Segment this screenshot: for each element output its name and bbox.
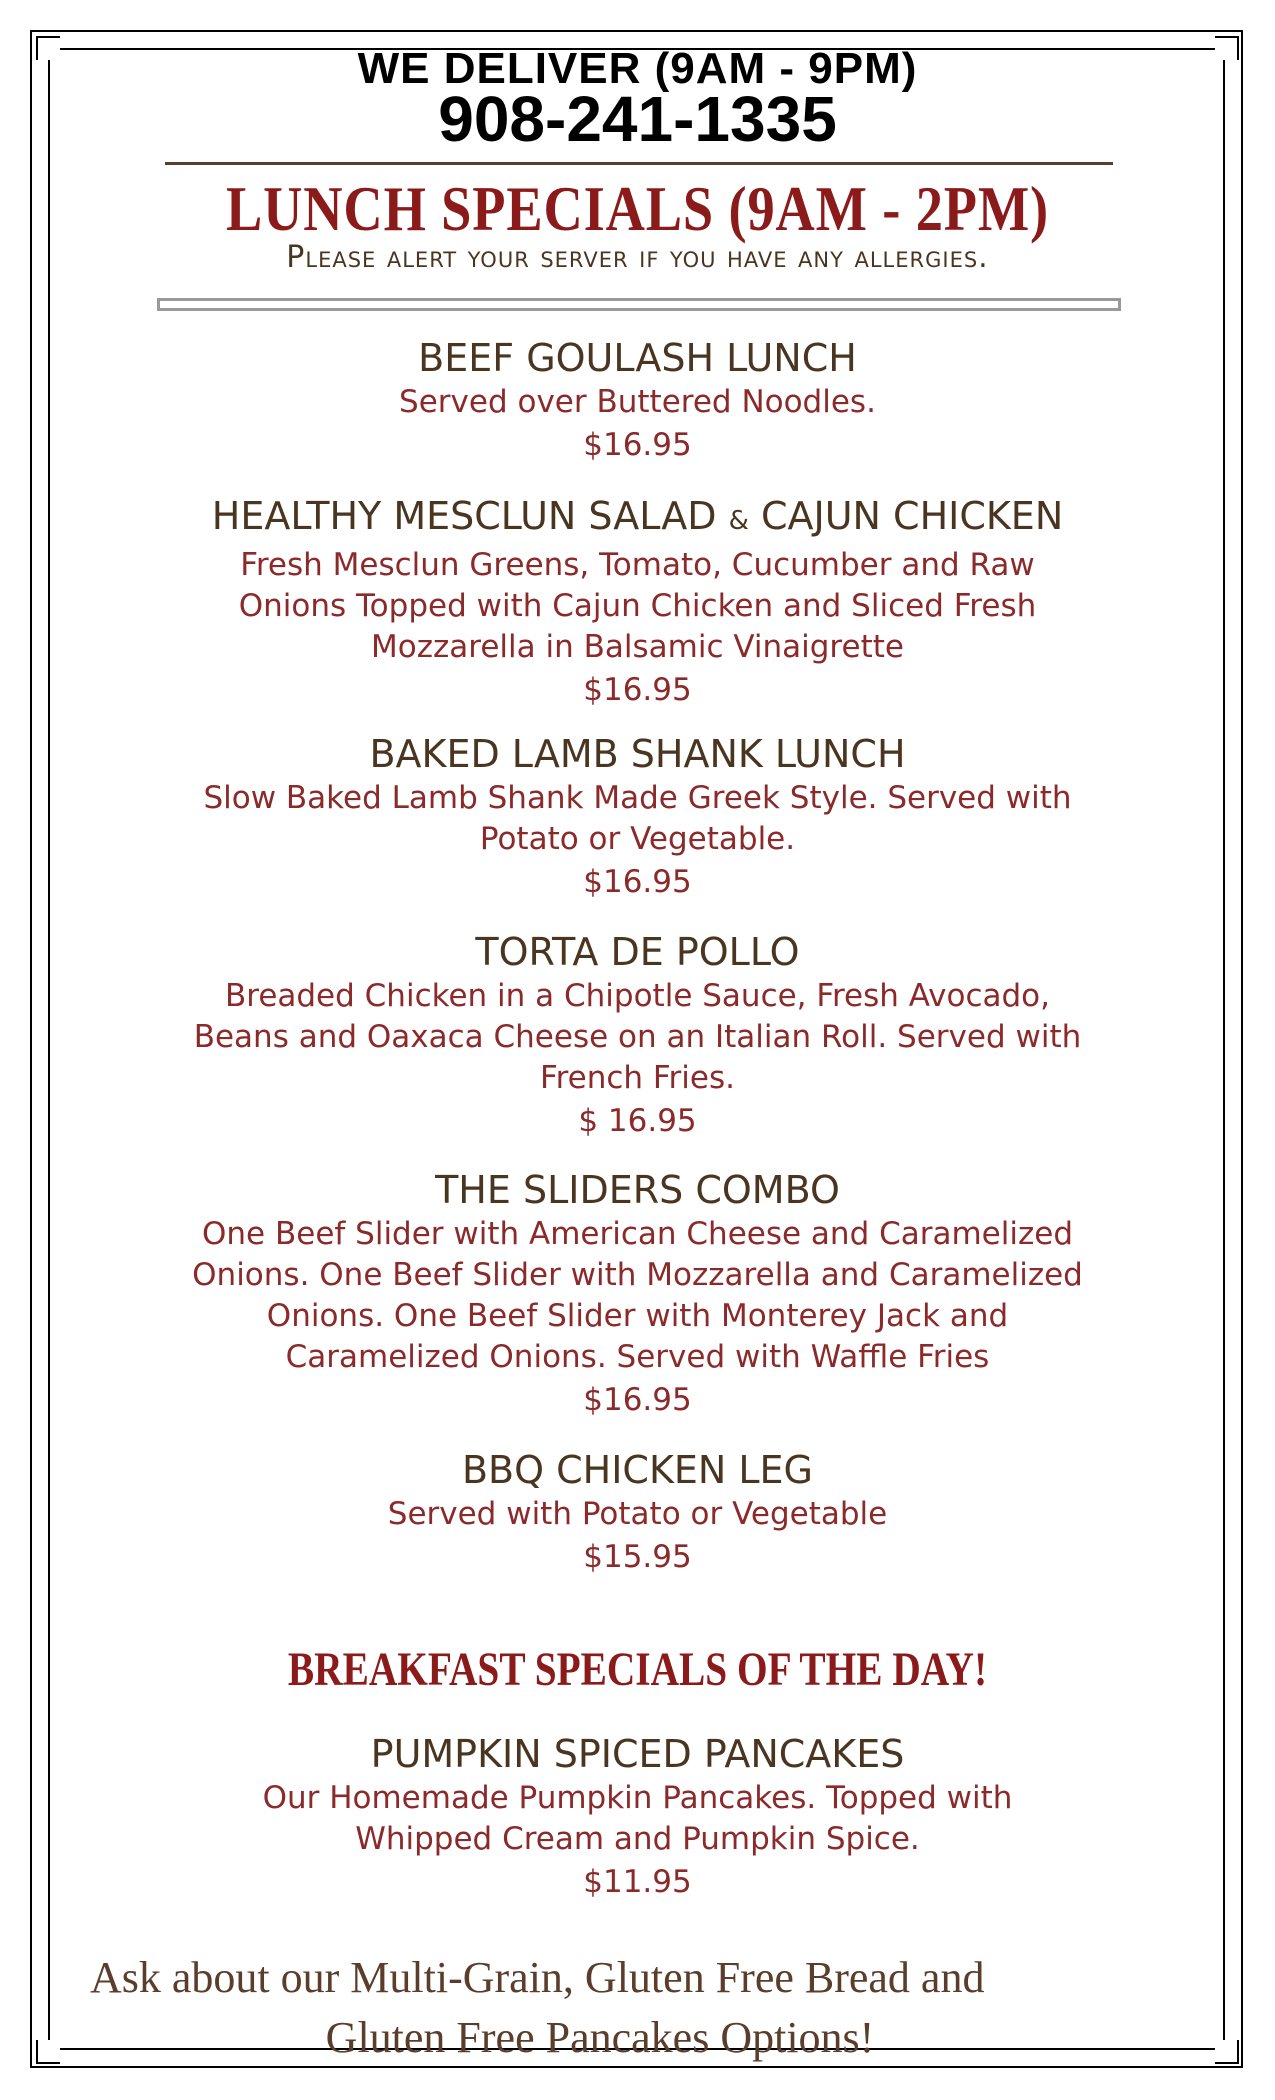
item-price: $16.95 (583, 864, 692, 900)
item-description: Served over Buttered Noodles. (399, 384, 876, 420)
item-name: THE SLIDERS COMBO (435, 1168, 840, 1212)
ampersand: & (728, 506, 749, 536)
menu-item (130, 1166, 1145, 1422)
breakfast-specials-title: BREAKFAST SPECIALS OF THE DAY! (287, 1643, 988, 1696)
item-description: One Beef Slider with American Cheese and Caramelized (202, 1216, 1073, 1252)
footer-line: Ask about our Multi-Grain, Gluten Free Bread and (90, 1953, 985, 2002)
item-name: BBQ CHICKEN LEG (461, 1448, 814, 1492)
frame-corner (36, 2040, 60, 2064)
item-price: $ 16.95 (578, 1103, 697, 1139)
lunch-specials-title: LUNCH SPECIALS (9AM - 2PM) (226, 173, 1049, 244)
item-description: Whipped Cream and Pumpkin Spice. (355, 1821, 920, 1857)
item-description: French Fries. (540, 1060, 735, 1096)
menu-item (130, 1730, 1145, 1904)
item-description: Breaded Chicken in a Chipotle Sauce, Fresh Avocado, (224, 978, 1050, 1014)
item-description: Onions. One Beef Slider with Monterey Jack and (266, 1298, 1009, 1334)
item-description: Fresh Mesclun Greens, Tomato, Cucumber and Raw (240, 547, 1035, 583)
footer-line: Gluten Free Pancakes Options! (325, 2013, 875, 2062)
menu-item (130, 334, 1145, 467)
delivery-hours: WE DELIVER (9AM - 9PM) (357, 44, 918, 93)
item-name: TORTA DE POLLO (475, 930, 800, 974)
item-price: $16.95 (583, 427, 692, 463)
menu-item (130, 1446, 1145, 1579)
divider (165, 162, 1113, 165)
item-price: $16.95 (583, 672, 692, 708)
item-description: Onions. One Beef Slider with Mozzarella and Caramelized (192, 1257, 1083, 1293)
item-description: Mozzarella in Balsamic Vinaigrette (371, 629, 904, 665)
item-description: Our Homemade Pumpkin Pancakes. Topped with (262, 1780, 1013, 1816)
menu-item (130, 730, 1145, 904)
item-name: PUMPKIN SPICED PANCAKES (370, 1732, 905, 1776)
item-description: Slow Baked Lamb Shank Made Greek Style. Served with (203, 780, 1072, 816)
item-name: BEEF GOULASH LUNCH (418, 336, 857, 380)
item-name (130, 492, 1145, 545)
phone-number[interactable]: 908-241-1335 (438, 83, 837, 155)
menu-item (130, 928, 1145, 1143)
menu-item (130, 492, 1145, 712)
item-name: BAKED LAMB SHANK LUNCH (369, 732, 906, 776)
item-name-part: HEALTHY MESCLUN SALAD (211, 494, 717, 538)
item-description: Caramelized Onions. Served with Waffle Fries (285, 1339, 990, 1375)
item-description: Potato or Vegetable. (479, 821, 796, 857)
item-description: Beans and Oaxaca Cheese on an Italian Roll. Served with (193, 1019, 1082, 1055)
item-description: Onions Topped with Cajun Chicken and Sliced Fresh (238, 588, 1037, 624)
allergy-note: Please alert your server if you have any allergies. (286, 240, 989, 275)
frame-corner (1215, 2040, 1239, 2064)
item-price: $16.95 (583, 1382, 692, 1418)
footer-note (80, 1948, 1200, 2068)
item-name-part: CAJUN CHICKEN (760, 494, 1064, 538)
divider (157, 298, 1121, 311)
item-price: $15.95 (583, 1539, 692, 1575)
item-price: $11.95 (583, 1864, 692, 1900)
item-description: Served with Potato or Vegetable (387, 1496, 888, 1532)
